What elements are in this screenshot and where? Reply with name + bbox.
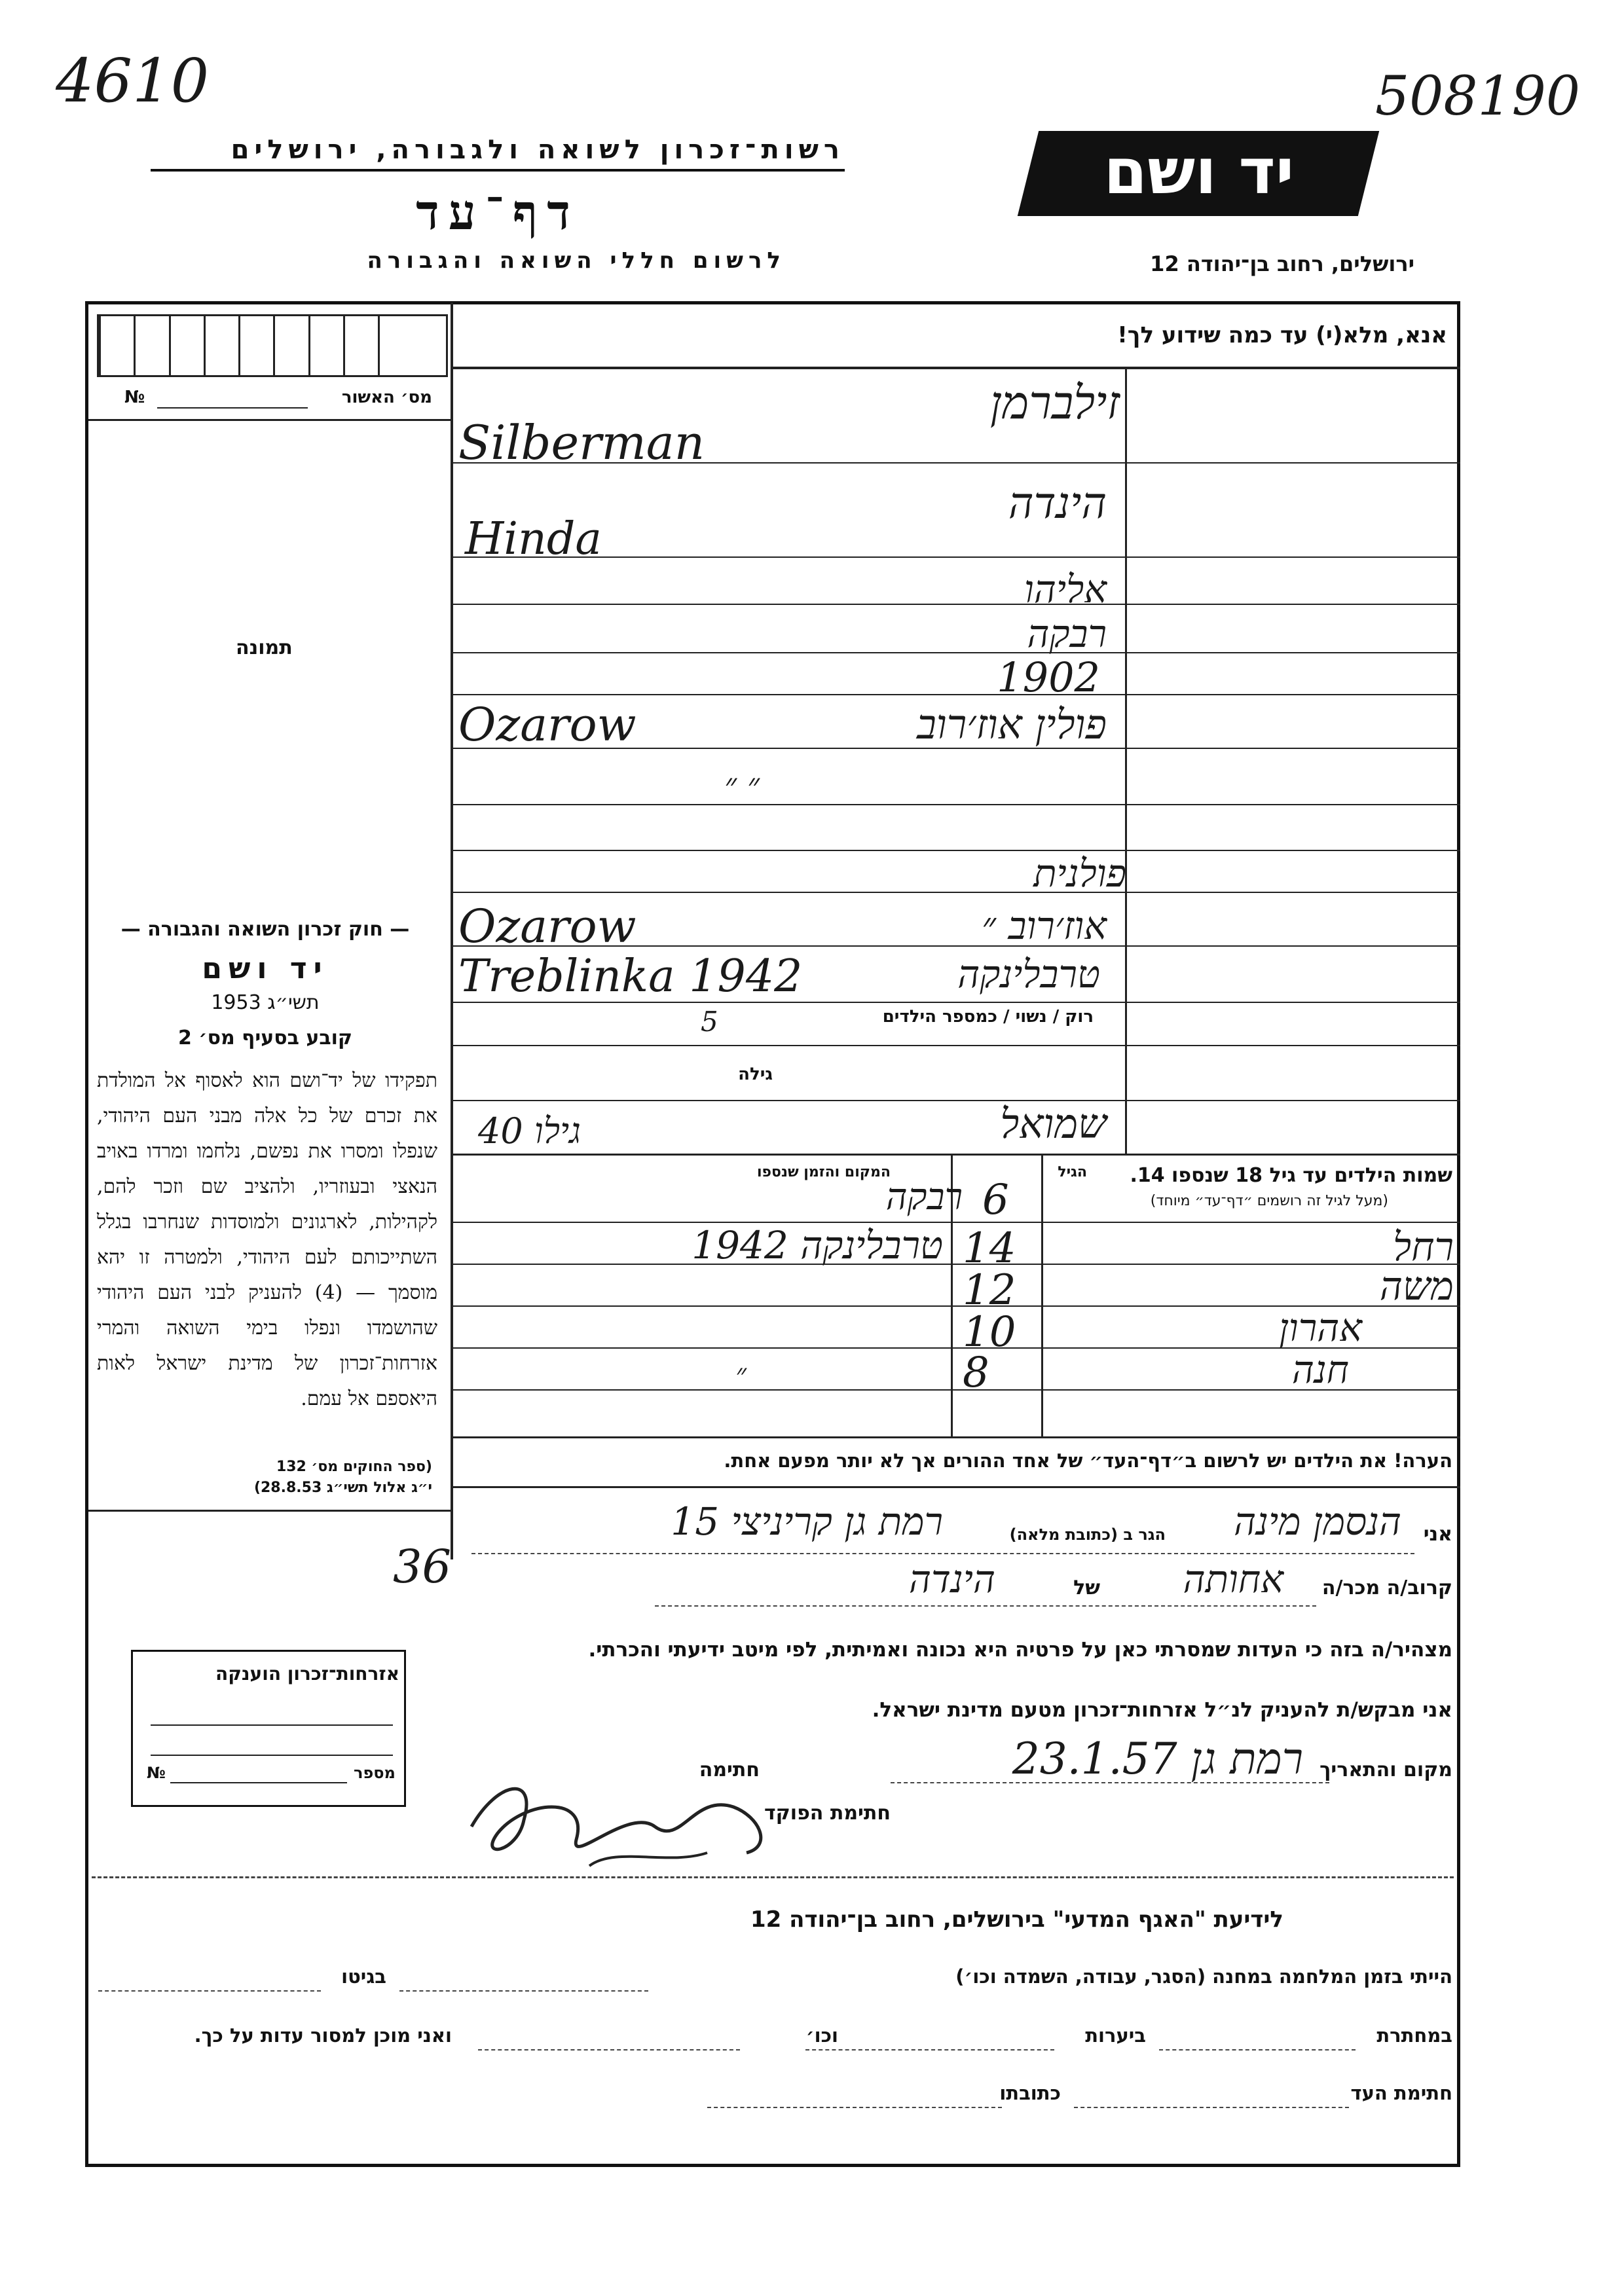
firstname-latin-value: Hinda: [465, 513, 602, 565]
child-1-name: רחל: [1392, 1224, 1454, 1270]
nationality-value: פולנית: [1033, 851, 1126, 896]
form-title: דף־עד: [416, 185, 580, 241]
yad-vashem-logo: [1018, 131, 1379, 216]
surname-latin-value: Silberman: [458, 415, 705, 470]
law-clause: קובע בסעיף מס׳ 2: [177, 1027, 353, 1049]
declarant-i-label: אני: [1423, 1523, 1452, 1546]
citizenship-no-sign: №: [147, 1764, 166, 1782]
footer-address: כתובתו: [999, 2082, 1061, 2104]
footer-etc: וכו׳: [805, 2024, 838, 2047]
children-col-place: המקום והזמן שנספו: [757, 1164, 891, 1180]
children-col-age: הגיל: [1058, 1164, 1087, 1180]
label-column-divider: [1125, 368, 1127, 1154]
law-title: — חוק זכרון השואה והגבורה —: [120, 918, 410, 941]
law-name: יד ושם: [202, 952, 329, 985]
footer-separator: [92, 1876, 1454, 1878]
father-name-value: אליהו: [1024, 567, 1107, 611]
footer-underground: במחתרת: [1376, 2024, 1452, 2047]
sidebar-divider: [451, 302, 453, 1559]
footer-forests: ביערות: [1085, 2024, 1146, 2047]
age-label: גילה: [738, 1065, 773, 1084]
child-4-name: חנה: [1291, 1347, 1349, 1392]
law-source: (ספר החוקים מס׳ 132: [276, 1459, 432, 1475]
child-4-place: ״: [735, 1358, 747, 1391]
address-label: הגר ב (כתובת מלאה): [1009, 1525, 1166, 1544]
place-date-label: מקום והתאריך: [1320, 1758, 1452, 1781]
children-label: שמות הילדים עד גיל 18 שנספו 14.: [1130, 1164, 1452, 1187]
margin-number: 36: [393, 1540, 452, 1594]
address: ירושלים, רחוב בן־יהודה 12: [1150, 251, 1414, 276]
death-place-latin-value: Treblinka 1942: [458, 951, 803, 1002]
relation-value: אחותה: [1183, 1557, 1283, 1601]
firstname-hebrew-value: הינדה: [1008, 478, 1107, 528]
note-text: הערה! את הילדים יש לרשום ב״דף־העד״ של אחד ההורים אך לא יותר מפעם אחת.: [724, 1449, 1452, 1472]
child-3-age: 10: [963, 1308, 1016, 1357]
surname-hebrew-value: זילברמן: [989, 376, 1120, 429]
number-boxes: [97, 314, 448, 377]
wartime-residence-latin-value: Ozarow: [458, 900, 637, 953]
signature-scribble: [458, 1768, 786, 1879]
footer-witness-signature: חתימת העד: [1350, 2082, 1452, 2104]
declarant-name: הנסמן מינה: [1234, 1499, 1401, 1544]
place-date-value: רמת גן 23.1.57: [1012, 1734, 1303, 1784]
instruction-underline: [452, 367, 1460, 369]
footer-testimony: ואני מוכן למסור עדות על כך.: [194, 2024, 452, 2047]
approval-line: [157, 407, 308, 409]
archive-number-left: 4610: [56, 46, 210, 116]
husband-age-value: גילו 40: [478, 1110, 581, 1152]
archive-number-right: 508190: [1375, 65, 1581, 128]
logo-lettering: יד ושם: [1103, 135, 1295, 208]
law-date: י״ג אלול תשי״ג 28.8.53): [253, 1480, 432, 1496]
form-subtitle: לרשום חללי השואה והגבורה: [367, 247, 786, 274]
declarant-address: רמת גן קריניצי 15: [671, 1499, 943, 1544]
children-sub: (מעל לגיל זה רושמים ״דף־עד״ מיוחד): [1150, 1193, 1388, 1209]
wartime-residence-hebrew-value: אוז׳רוב ״: [982, 903, 1107, 948]
of-name-value: הינדה: [909, 1557, 995, 1601]
declaration-text: מצהיר/ה בזה כי העדות שמסרתי כאן על פרטיה היא נכונה ואמיתית, לפי מיטב ידיעתי והכרתי.: [588, 1638, 1452, 1662]
death-place-hebrew-value: טרבלינקה: [957, 952, 1100, 996]
signature-label: חתימה: [699, 1758, 760, 1781]
children-count-value: 5: [701, 1006, 718, 1038]
citizenship-no-label: מספר: [354, 1764, 396, 1782]
child-2-name: משה: [1379, 1264, 1454, 1309]
children-col-divider-1: [1041, 1155, 1043, 1436]
approval-sep: [88, 419, 451, 421]
birthplace-latin-value: Ozarow: [458, 698, 637, 752]
child-2-age: 12: [963, 1266, 1016, 1315]
footer-camp-text: הייתי בזמן המלחמה במחנה (הסגר, עבודה, השמדה וכו׳): [955, 1965, 1452, 1988]
law-text: תפקידו של יד־ושם הוא לאסוף אל המולדת את זכרם של כל אלה מבני העם היהודי, שנפלו ומסרו את נפשם, נלחמו ומרדו באויב הנאצי ובעוזריו, ולהציב שם וזכר להם, לקהילות, לארגונים ולמוסדות שנחרבו בגלל השתייכותם לעם היהודי, ולמטרה זו יהא מוסמך — (4) להעניק לבני העם היהודי שהושמדו ונפלו בימי השואה והמרי אזרחות־זכרון של מדינת ישראל לאות היאספם אל עמם.: [97, 1069, 437, 1410]
official-signature-label: חתימת הפוקד: [764, 1802, 891, 1825]
of-label: של: [1073, 1576, 1100, 1599]
request-text: אני מבקש/ת להעניק לנ״ל אזרחות־זכרון מטעם מדינת ישראל.: [872, 1698, 1452, 1722]
photo-label: תמונה: [236, 636, 293, 659]
footer-title: לידיעת "האגף המדעי" בירושלים, רחוב בן־יהודה 12: [750, 1906, 1283, 1933]
child-0-age: 6: [982, 1176, 1009, 1224]
birth-date-value: 1902: [997, 653, 1100, 701]
child-1-age: 14: [963, 1224, 1016, 1273]
husband-name-value: שמואל: [1000, 1100, 1107, 1148]
birthplace-hebrew-value: פולין אוז׳רוב: [917, 701, 1107, 748]
child-4-age: 8: [963, 1349, 989, 1397]
marital-status-options: רוק / נשוי / כמספר הילדים: [882, 1007, 1094, 1027]
approval-label: מס׳ האשור: [341, 388, 432, 407]
child-0-place: רבקה: [885, 1176, 963, 1218]
child-3-name: אהרון: [1279, 1305, 1362, 1350]
child-1-place: טרבלינקה 1942: [692, 1223, 943, 1267]
citizenship-title: אזרחות־זכרון הוענקה: [215, 1663, 399, 1685]
law-year: תשי״ג 1953: [211, 991, 320, 1014]
instruction: אנא, מלא(י) עד כמה שידוע לך!: [1117, 322, 1447, 348]
mother-name-value: רבקה: [1027, 611, 1107, 656]
relative-label: קרוב/ה מכר/ה: [1321, 1576, 1452, 1599]
approval-no-sign: №: [124, 388, 145, 407]
footer-ghetto: בגיטו: [341, 1965, 386, 1988]
residence-value: ״ ״: [724, 766, 760, 804]
org-line: רשות־זכרון לשואה ולגבורה, ירושלים: [151, 135, 845, 172]
